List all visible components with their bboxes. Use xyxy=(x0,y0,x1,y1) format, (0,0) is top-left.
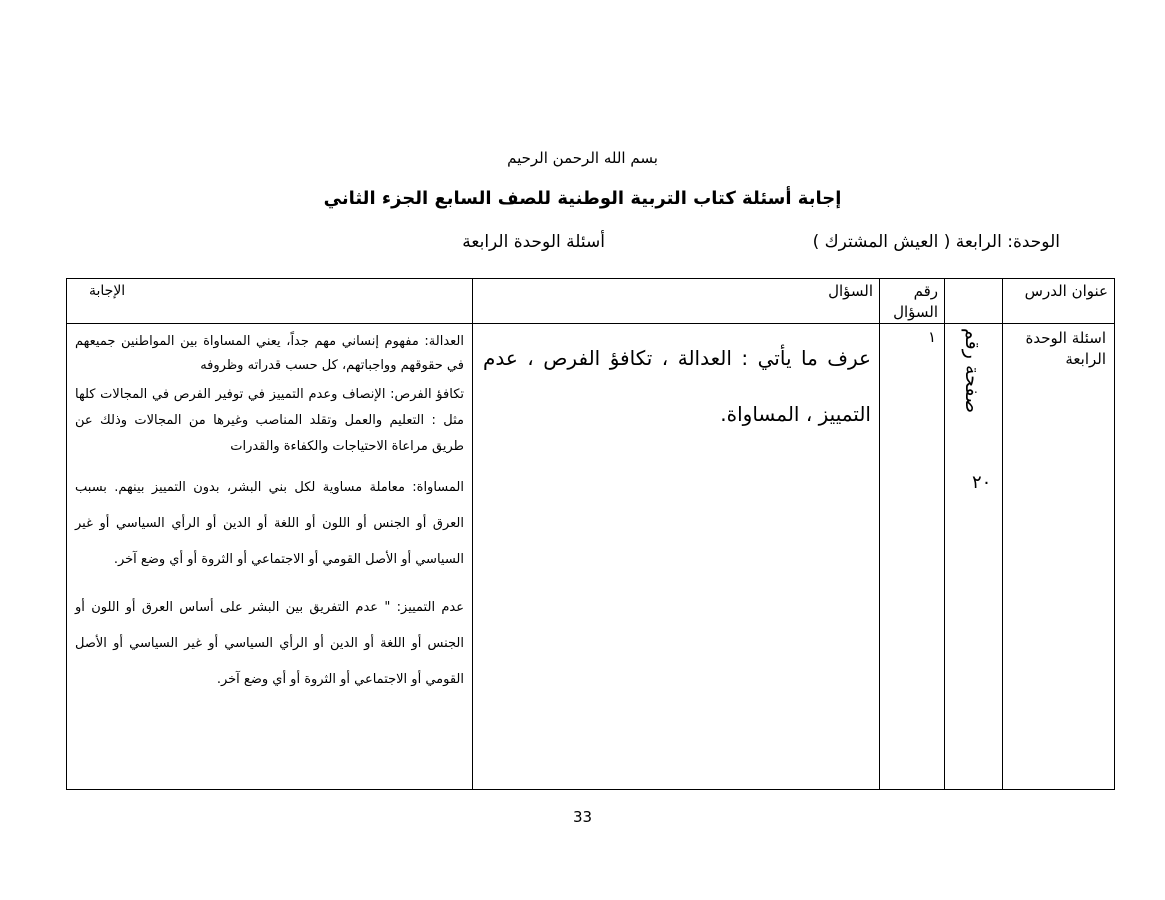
answer-equal-opportunity: تكافؤ الفرص: الإنصاف وعدم التمييز في توفير الفرص في المجالات كلها مثل : التعليم والعمل وتقلد المناصب وغيرها من المجالات وذلك عن طريق مراعاة الاحتياجات والكفاءة والقدرات xyxy=(75,387,464,454)
page-value: ٢٠ xyxy=(972,472,992,493)
page-number: 33 xyxy=(572,808,593,826)
unit-label: الوحدة: الرابعة ( العيش المشترك ) xyxy=(812,232,1060,252)
answer-cell xyxy=(67,324,473,790)
lesson-title-cell: اسئلة الوحدة الرابعة xyxy=(1003,324,1115,790)
header-answer: الإجابة xyxy=(67,279,473,324)
header-page xyxy=(945,279,1003,324)
question-cell: عرف ما يأتي : العدالة ، تكافؤ الفرص ، عدم التمييز ، المساواة. xyxy=(473,324,880,790)
unit-questions-label: أسئلة الوحدة الرابعة xyxy=(462,232,605,252)
document-title: إجابة أسئلة كتاب التربية الوطنية للصف السابع الجزء الثاني xyxy=(323,188,842,209)
table-header-row xyxy=(67,279,1115,324)
page-label: صفحة رقم xyxy=(961,328,983,414)
answer-justice: العدالة: مفهوم إنساني مهم جداً، يعني المساواة بين المواطنين جميعهم في حقوقهم وواجباتهم، كل حسب قدراته وظروفه xyxy=(75,334,464,373)
answer-non-discrimination: عدم التمييز: " عدم التفريق بين البشر على أساس العرق أو اللون أو الجنس أو اللغة أو الدين أو الرأي السياسي أو غير السياسي أو الأصل القومي أو الاجتماعي أو الثروة أو أي وضع آخر. xyxy=(75,600,464,687)
answer-equality: المساواة: معاملة مساوية لكل بني البشر، بدون التمييز بينهم. بسبب العرق أو الجنس أو اللون أو اللغة أو الدين أو الرأي السياسي أو غير السياسي أو الأصل القومي أو الاجتماعي أو الثروة أو أي وضع آخر. xyxy=(75,480,464,567)
basmala: بسم الله الرحمن الرحيم xyxy=(507,149,658,167)
questions-table xyxy=(66,278,1115,790)
table-row xyxy=(67,324,1115,790)
question-number-cell: ١ xyxy=(880,324,945,790)
header-lesson-title: عنوان الدرس xyxy=(1003,279,1115,324)
header-question: السؤال xyxy=(473,279,880,324)
page-cell xyxy=(945,324,1003,790)
header-question-number: رقم السؤال xyxy=(880,279,945,324)
